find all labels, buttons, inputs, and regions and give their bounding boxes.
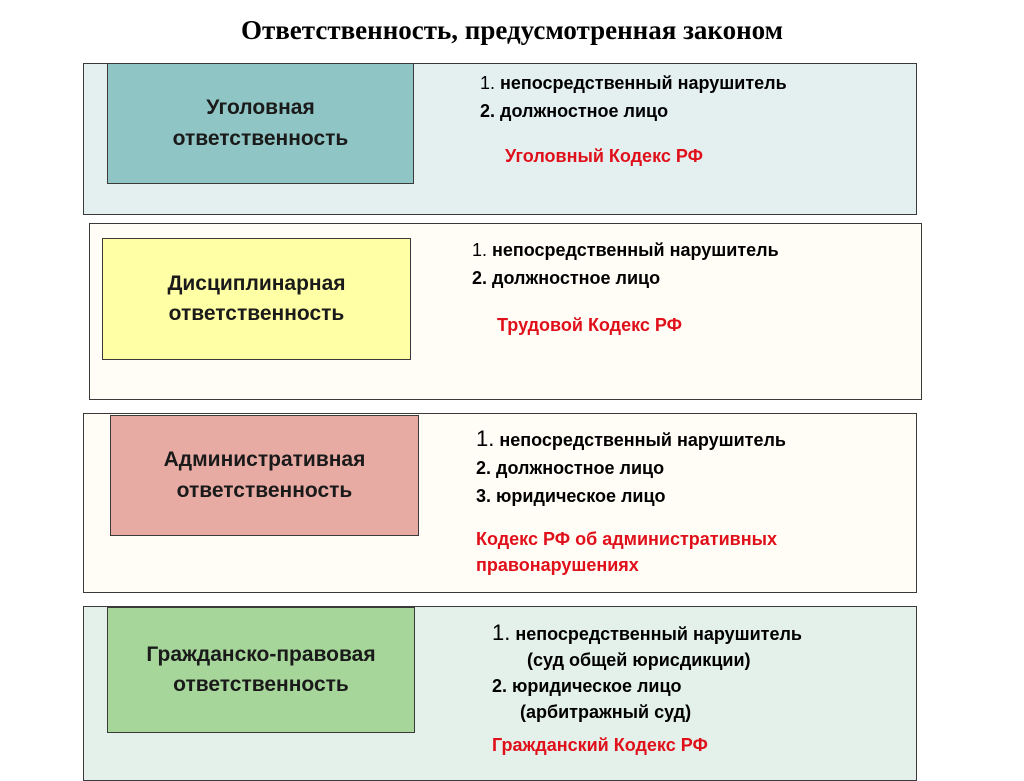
disciplinary-liability-subjects <box>472 236 779 292</box>
list-item: 2. должностное лицо <box>472 268 661 288</box>
administrative-liability-label-line1: Административная <box>163 448 366 472</box>
labor-code-label: Трудовой Кодекс РФ <box>497 315 683 335</box>
list-item: 3. юридическое лицо <box>476 486 666 506</box>
administrative-code-line1: Кодекс РФ об административных <box>476 529 777 549</box>
disciplinary-liability-label-line1: Дисциплинарная <box>167 271 346 295</box>
civil-liability-box <box>107 607 415 733</box>
civil-liability-subjects <box>492 620 802 725</box>
list-item: 2. должностное лицо <box>480 101 669 121</box>
list-item: 1. непосредственный нарушитель <box>476 426 786 451</box>
page-title: Ответственность, предусмотренная законом <box>240 15 784 45</box>
disciplinary-liability-label-line2: ответственность <box>168 302 345 325</box>
disciplinary-liability-box <box>102 238 411 360</box>
criminal-liability-box <box>107 63 414 184</box>
criminal-liability-label-line1: Уголовная <box>206 96 315 120</box>
civil-liability-label-line1: Гражданско-правовая <box>146 642 376 666</box>
administrative-code-label <box>476 526 777 578</box>
list-item-note: (суд общей юрисдикции) <box>527 650 751 670</box>
list-item: 2. должностное лицо <box>476 458 665 478</box>
criminal-liability-subjects <box>480 69 787 125</box>
criminal-liability-label-line2: ответственность <box>172 126 349 150</box>
administrative-liability-subjects <box>476 425 786 510</box>
administrative-code-line2: правонарушениях <box>476 555 639 575</box>
civil-code-label: Гражданский Кодекс РФ <box>492 735 708 755</box>
administrative-liability-box <box>110 415 419 536</box>
list-item: 1. непосредственный нарушитель <box>492 620 802 645</box>
list-item: 1. непосредственный нарушитель <box>472 240 779 260</box>
list-item: 1. непосредственный нарушитель <box>480 73 787 93</box>
administrative-liability-label-line2: ответственность <box>176 478 353 502</box>
list-item-note: (арбитражный суд) <box>520 702 692 722</box>
list-item: 2. юридическое лицо <box>492 676 682 696</box>
criminal-code-label: Уголовный Кодекс РФ <box>505 146 703 166</box>
civil-liability-label-line2: ответственность <box>173 673 349 696</box>
